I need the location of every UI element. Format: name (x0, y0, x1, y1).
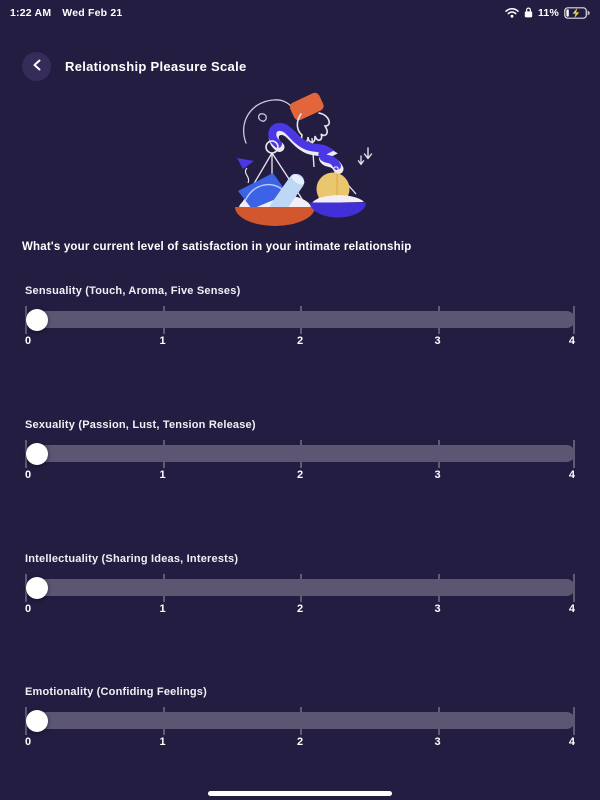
status-date: Wed Feb 21 (62, 6, 123, 19)
slider-label: Sexuality (Passion, Lust, Tension Release) (25, 419, 256, 431)
tick-label: 0 (25, 603, 32, 615)
status-bar-left (10, 7, 122, 19)
tick-labels (25, 469, 575, 482)
intellectuality-slider[interactable] (25, 574, 575, 602)
slider-thumb[interactable] (26, 309, 48, 331)
slider-group-emotionality (25, 686, 575, 752)
slider-label: Sensuality (Touch, Aroma, Five Senses) (25, 285, 241, 297)
tick-label: 1 (159, 335, 166, 347)
tick-label: 1 (159, 469, 166, 481)
slider-group-sensuality (25, 285, 575, 351)
home-indicator[interactable] (208, 791, 392, 796)
slider-track[interactable] (25, 445, 575, 462)
back-button[interactable] (22, 52, 51, 81)
tick-label: 3 (434, 335, 441, 347)
sensuality-slider[interactable] (25, 306, 575, 334)
battery-percent: 11% (537, 6, 559, 19)
status-bar-right (505, 7, 590, 19)
tick-label: 2 (296, 469, 304, 481)
tick-label: 3 (434, 736, 441, 748)
tick-labels (25, 603, 575, 616)
slider-thumb[interactable] (26, 710, 48, 732)
tick-labels (25, 736, 575, 749)
slider-label: Emotionality (Confiding Feelings) (25, 686, 207, 698)
tick-label: 3 (434, 603, 441, 615)
tick-label: 2 (296, 335, 304, 347)
tick-label: 1 (159, 736, 166, 748)
tick-label: 0 (25, 469, 32, 481)
tick-label: 2 (296, 736, 304, 748)
tick-label: 4 (568, 603, 575, 615)
balance-scale-illustration (223, 88, 383, 228)
status-time: 1:22 AM (10, 6, 52, 19)
page-title: Relationship Pleasure Scale (65, 59, 247, 74)
slider-track[interactable] (25, 712, 575, 729)
wifi-icon (505, 7, 519, 18)
status-bar (0, 0, 600, 22)
slider-track[interactable] (25, 311, 575, 328)
tick-label: 1 (159, 603, 166, 615)
slider-label: Intellectuality (Sharing Ideas, Interests) (25, 553, 239, 565)
emotionality-slider[interactable] (25, 707, 575, 735)
tick-label: 4 (568, 335, 575, 347)
lock-icon (524, 7, 533, 18)
sexuality-slider[interactable] (25, 440, 575, 468)
slider-group-intellectuality (25, 553, 575, 619)
header (22, 52, 247, 81)
slider-thumb[interactable] (26, 443, 48, 465)
tick-labels (25, 335, 575, 348)
tick-label: 3 (434, 469, 441, 481)
tick-label: 0 (25, 335, 32, 347)
question-text: What's your current level of satisfaction in your intimate relationship (22, 241, 412, 253)
slider-track[interactable] (25, 579, 575, 596)
chevron-left-icon (32, 58, 42, 76)
tick-label: 2 (296, 603, 304, 615)
tick-label: 4 (568, 736, 575, 748)
tick-label: 0 (25, 736, 32, 748)
slider-group-sexuality (25, 419, 575, 485)
tick-label: 4 (568, 469, 575, 481)
battery-charging-icon (564, 7, 590, 19)
slider-thumb[interactable] (26, 577, 48, 599)
